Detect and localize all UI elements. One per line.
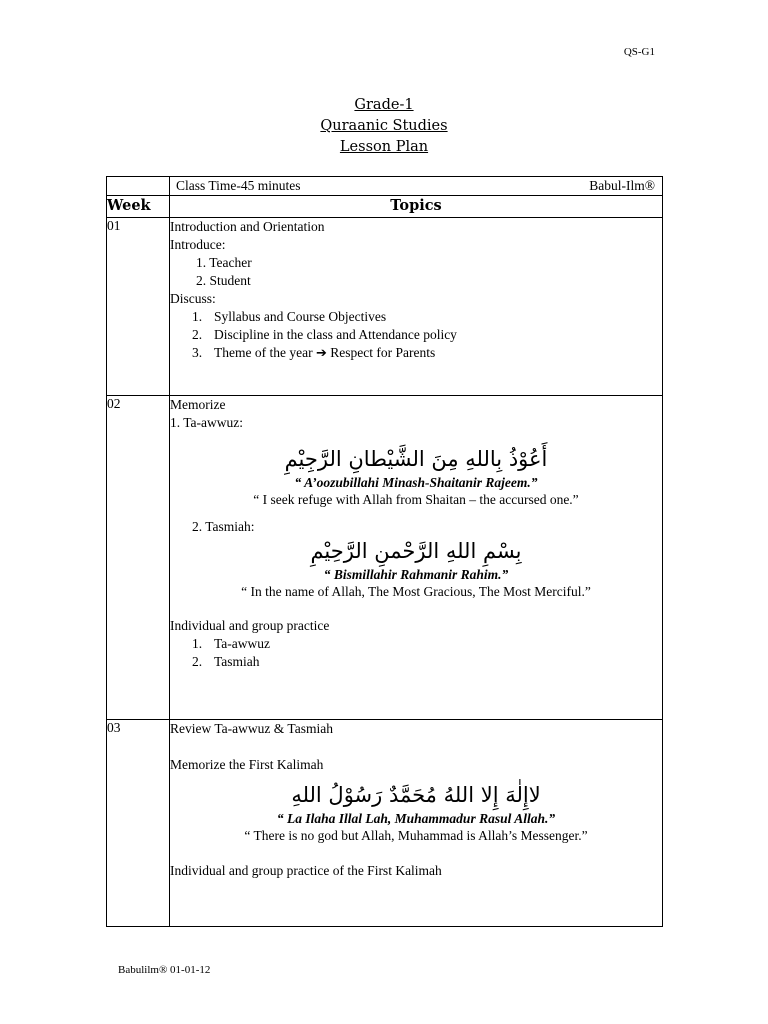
title-lesson-plan: Lesson Plan xyxy=(339,139,429,155)
week-number: 02 xyxy=(107,396,170,720)
transliteration: “ La Ilaha Illal Lah, Muhammadur Rasul Allah.” xyxy=(276,811,556,826)
list-item: 1. Ta-awwuz: xyxy=(170,415,244,430)
list-number: 1. xyxy=(192,309,203,324)
topic-line: Individual and group practice xyxy=(170,618,330,633)
list-item xyxy=(170,344,662,363)
week-number: 03 xyxy=(107,720,170,927)
info-cell xyxy=(170,177,663,196)
transliteration: “ A’oozubillahi Minash-Shaitanir Rajeem.” xyxy=(294,475,538,490)
document-title xyxy=(0,95,768,158)
topic-line: Individual and group practice of the First Kalimah xyxy=(170,863,442,878)
list-item: 2. Student xyxy=(196,273,251,288)
topic-line: Introduction and Orientation xyxy=(170,219,325,234)
list-text: Respect for Parents xyxy=(330,345,436,360)
list-number: 2. xyxy=(192,654,203,669)
table-header-row xyxy=(107,196,663,218)
header-week: Week xyxy=(107,196,170,218)
arabic-kalimah: لاإِلٰهَ إِلا اللهُ مُحَمَّدٌ رَسُوْلُ اللهِ xyxy=(291,783,541,807)
list-text: Discipline in the class and Attendance policy xyxy=(214,327,457,342)
list-item xyxy=(170,653,662,671)
week-topics xyxy=(170,720,663,927)
list-item xyxy=(170,635,662,653)
arrow-right-icon: ➔ xyxy=(315,346,327,361)
translation: “ In the name of Allah, The Most Gracious, The Most Merciful.” xyxy=(241,584,591,599)
list-text: Theme of the year xyxy=(214,345,313,360)
translation: “ There is no god but Allah, Muhammad is Allah’s Messenger.” xyxy=(244,828,588,843)
arabic-tasmiah: بِسْمِ اللهِ الرَّحْمنِ الرَّحِيْمِ xyxy=(310,539,522,563)
list-text: Ta-awwuz xyxy=(214,636,271,651)
list-text: Syllabus and Course Objectives xyxy=(214,309,387,324)
topic-line: Memorize the First Kalimah xyxy=(170,757,324,772)
translation: “ I seek refuge with Allah from Shaitan – the accursed one.” xyxy=(253,492,579,507)
table-row xyxy=(107,720,663,927)
transliteration: “ Bismillahir Rahmanir Rahim.” xyxy=(323,567,509,582)
arabic-taawwuz: أَعُوْذُ بِاللهِ مِنَ الشَّيْطانِ الرَّجِيْمِ xyxy=(284,447,548,471)
week-number: 01 xyxy=(107,218,170,396)
publisher: Babul-Ilm® xyxy=(589,178,655,193)
title-subject: Quraanic Studies xyxy=(320,118,448,134)
class-time: Class Time-45 minutes xyxy=(176,178,301,193)
table-row xyxy=(107,396,663,720)
list-item xyxy=(170,308,662,326)
list-item: 2. Tasmiah: xyxy=(192,519,255,534)
topic-line: Discuss: xyxy=(170,291,216,306)
week-topics xyxy=(170,218,663,396)
list-item xyxy=(170,326,662,344)
week-topics xyxy=(170,396,663,720)
info-empty-cell xyxy=(107,177,170,196)
list-item: 1. Teacher xyxy=(196,255,252,270)
table-info-row xyxy=(107,177,663,196)
header-topics: Topics xyxy=(170,196,663,218)
list-number: 2. xyxy=(192,327,203,342)
list-text: Tasmiah xyxy=(214,654,260,669)
list-number: 1. xyxy=(192,636,203,651)
table-row xyxy=(107,218,663,396)
title-grade: Grade-1 xyxy=(354,97,414,113)
lesson-plan-table xyxy=(106,176,663,927)
topic-line: Introduce: xyxy=(170,237,226,252)
list-number: 3. xyxy=(192,345,203,360)
topic-line: Memorize xyxy=(170,397,226,412)
topic-line: Review Ta-awwuz & Tasmiah xyxy=(170,721,333,736)
document-code: QS-G1 xyxy=(623,46,655,58)
footer: Babulilm® 01-01-12 xyxy=(118,964,211,976)
